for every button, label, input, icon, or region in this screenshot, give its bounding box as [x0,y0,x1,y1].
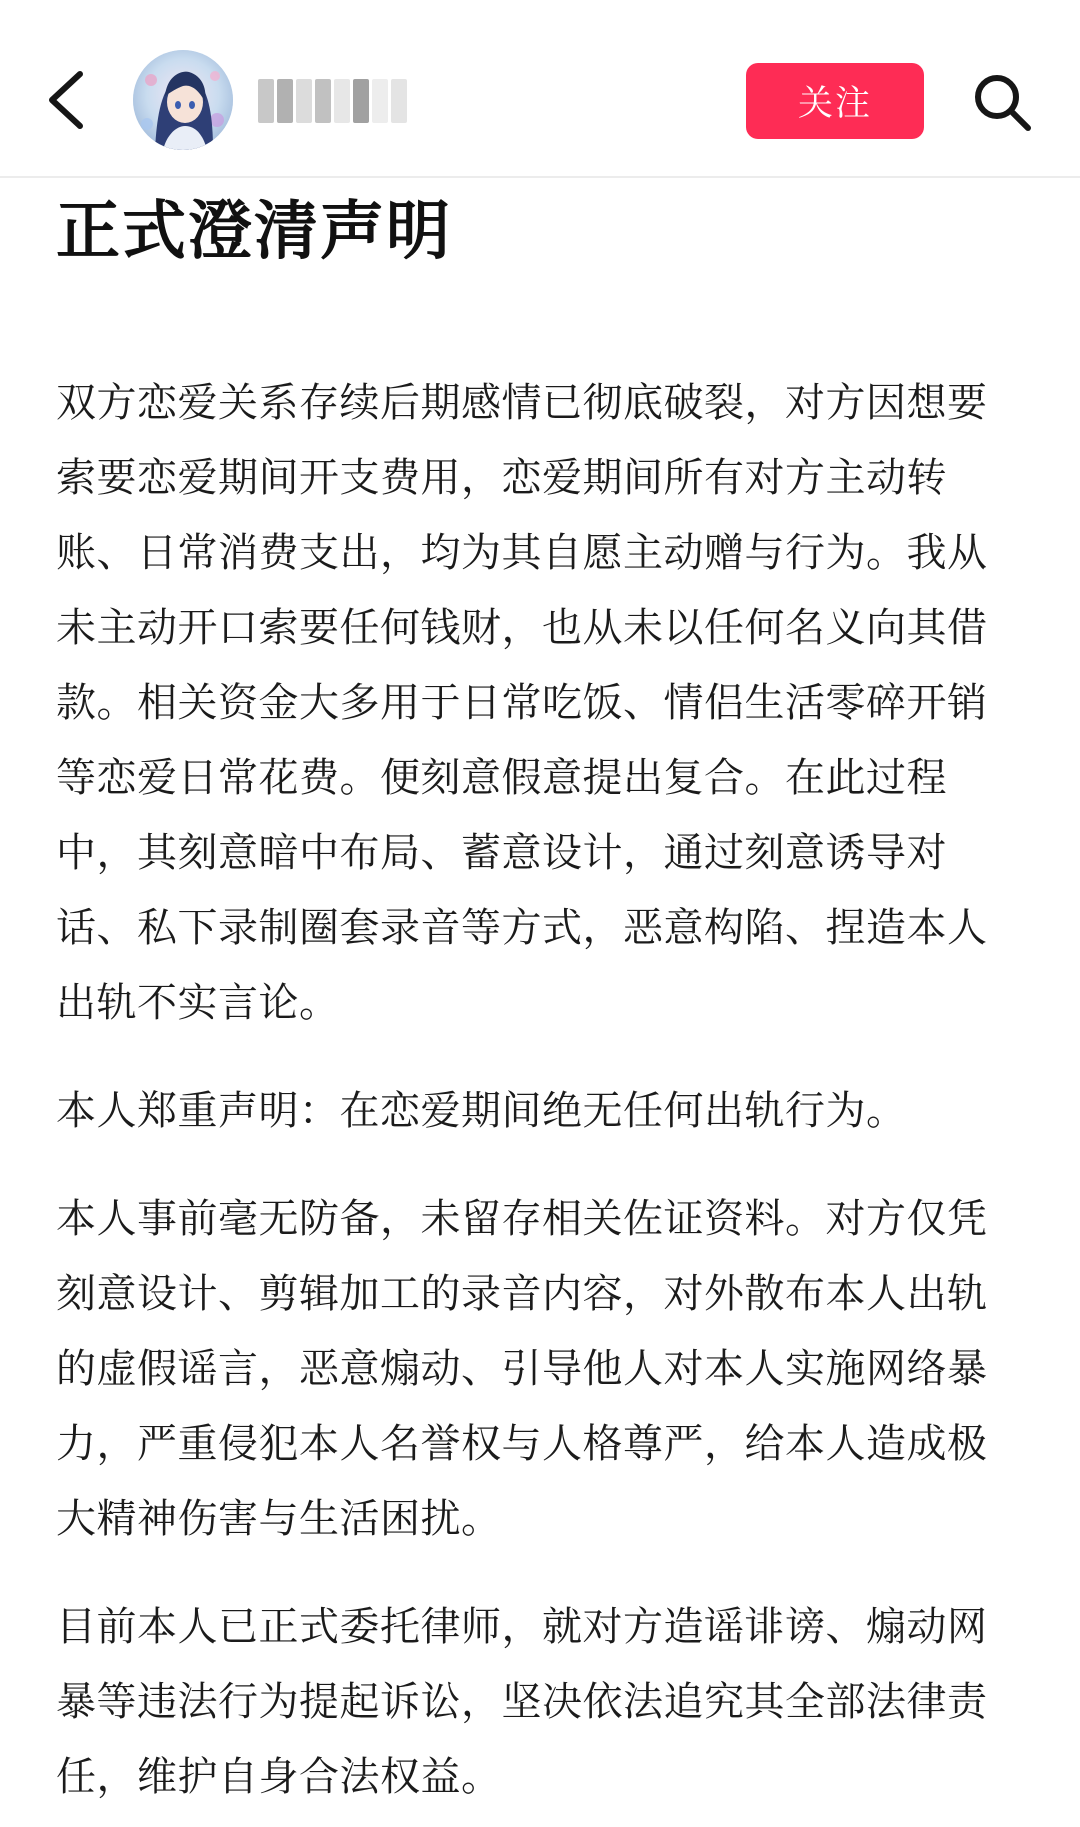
back-button[interactable] [40,60,96,140]
post-content [56,190,1016,1815]
post-paragraph: 双方恋爱关系存续后期感情已彻底破裂，对方因想要索要恋爱期间开支费用，恋爱期间所有对方主动转账、日常消费支出，均为其自愿主动赠与行为。我从未主动开口索要任何钱财，也从未以任何名义向其借款。相关资金大多用于日常吃饭、情侣生活零碎开销等恋爱日常花费。便刻意假意提出复合。在此过程中，其刻意暗中布局、蓄意设计，通过刻意诱导对话、私下录制圈套录音等方式，恶意构陷、捏造本人出轨不实言论。 [56,380,988,1026]
post-title: 正式澄清声明 [56,195,452,269]
search-button[interactable] [970,70,1034,134]
top-navigation-bar [0,0,1080,178]
author-avatar[interactable] [133,50,233,150]
post-paragraph: 本人郑重声明：在恋爱期间绝无任何出轨行为。 [56,1088,907,1134]
search-icon [970,70,1034,134]
post-paragraph: 目前本人已正式委托律师，就对方造谣诽谤、煽动网暴等违法行为提起诉讼，坚决依法追究其全部法律责任，维护自身合法权益。 [56,1604,988,1800]
avatar-image [133,50,233,150]
author-username-redacted[interactable] [258,76,408,126]
chevron-left-icon [40,60,96,140]
follow-button[interactable]: 关注 [746,63,924,139]
post-paragraph: 本人事前毫无防备，未留存相关佐证资料。对方仅凭刻意设计、剪辑加工的录音内容，对外散布本人出轨的虚假谣言，恶意煽动、引导他人对本人实施网络暴力，严重侵犯本人名誉权与人格尊严，给本人造成极大精神伤害与生活困扰。 [56,1196,988,1542]
